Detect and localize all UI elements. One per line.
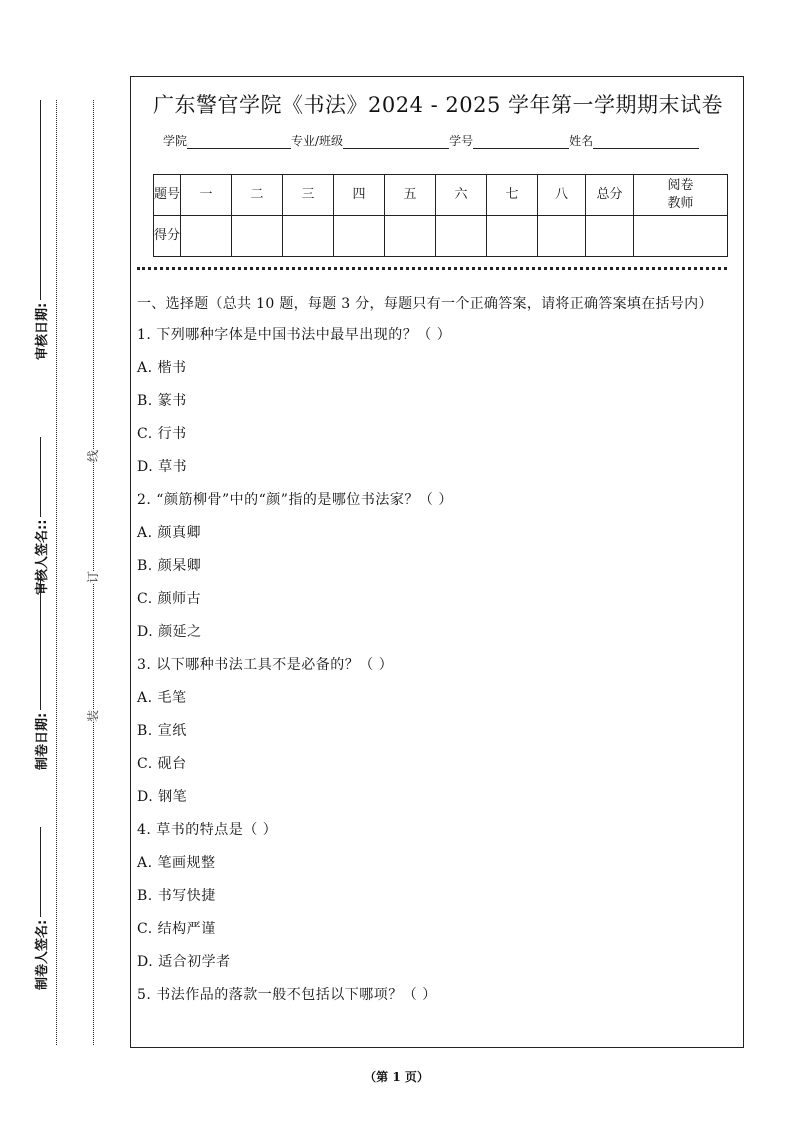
question-content bbox=[137, 292, 737, 1016]
col-header-1: 一 bbox=[181, 175, 232, 216]
score-cell[interactable] bbox=[181, 216, 232, 257]
maker-name-field bbox=[31, 827, 50, 990]
score-cell-grader[interactable] bbox=[634, 216, 728, 257]
field-label-college: 学院 bbox=[163, 134, 188, 148]
student-info-row bbox=[163, 132, 699, 149]
col-header-5: 五 bbox=[385, 175, 436, 216]
col-header-grader: 阅卷教师 bbox=[634, 175, 728, 216]
field-label-major-class: 专业/班级 bbox=[291, 134, 344, 148]
exam-frame bbox=[130, 76, 744, 1048]
col-header-2: 二 bbox=[232, 175, 283, 216]
row-header-score: 得分 bbox=[154, 216, 181, 257]
score-cell[interactable] bbox=[334, 216, 385, 257]
maker-date-blank[interactable] bbox=[40, 570, 41, 710]
major-class-blank[interactable] bbox=[343, 134, 449, 149]
question-option: A. 颜真卿 bbox=[137, 525, 202, 541]
col-header-7: 七 bbox=[487, 175, 538, 216]
binding-dotted-line-outer bbox=[56, 100, 57, 1045]
question-option: D. 钢笔 bbox=[137, 789, 188, 805]
question-option: C. 行书 bbox=[137, 426, 187, 442]
col-header-4: 四 bbox=[334, 175, 385, 216]
score-table-header-row bbox=[154, 175, 728, 216]
question-option: A. 毛笔 bbox=[137, 690, 187, 706]
score-cell[interactable] bbox=[283, 216, 334, 257]
section-heading: 一、选择题（总共 10 题，每题 3 分，每题只有一个正确答案，请将正确答案填在括号内） bbox=[137, 296, 713, 312]
question-option: D. 颜延之 bbox=[137, 624, 202, 640]
score-cell[interactable] bbox=[436, 216, 487, 257]
score-table-score-row bbox=[154, 216, 728, 257]
reviewer-date-blank[interactable] bbox=[40, 100, 41, 300]
score-cell[interactable] bbox=[538, 216, 586, 257]
question-stem: 2. “颜筋柳骨”中的“颜”指的是哪位书法家？（ ） bbox=[137, 492, 453, 508]
maker-date-field bbox=[31, 570, 50, 770]
reviewer-name-blank[interactable] bbox=[40, 437, 41, 517]
binding-mark-ding: 订 bbox=[86, 570, 101, 584]
col-header-6: 六 bbox=[436, 175, 487, 216]
section-divider bbox=[137, 267, 727, 270]
question-option: A. 楷书 bbox=[137, 360, 187, 376]
maker-name-label: 制卷人签名: bbox=[35, 919, 50, 990]
question-stem: 4. 草书的特点是（ ） bbox=[137, 822, 278, 838]
question-option: A. 笔画规整 bbox=[137, 855, 216, 871]
question-option: D. 草书 bbox=[137, 459, 188, 475]
maker-date-label: 制卷日期: bbox=[35, 712, 50, 770]
field-label-name: 姓名 bbox=[569, 134, 594, 148]
question-option: B. 宣纸 bbox=[137, 723, 187, 739]
question-option: C. 结构严谨 bbox=[137, 921, 216, 937]
question-stem: 1. 下列哪种字体是中国书法中最早出现的？（ ） bbox=[137, 327, 452, 343]
col-header-8: 八 bbox=[538, 175, 586, 216]
college-blank[interactable] bbox=[187, 134, 291, 149]
question-option: B. 书写快捷 bbox=[137, 888, 216, 904]
question-stem: 5. 书法作品的落款一般不包括以下哪项？（ ） bbox=[137, 987, 437, 1003]
question-stem: 3. 以下哪种书法工具不是必备的？（ ） bbox=[137, 657, 394, 673]
reviewer-date-field bbox=[31, 100, 50, 360]
score-cell[interactable] bbox=[385, 216, 436, 257]
page-number: （第 1 页） bbox=[364, 1070, 429, 1084]
score-cell[interactable] bbox=[232, 216, 283, 257]
score-cell[interactable] bbox=[487, 216, 538, 257]
question-option: C. 颜师古 bbox=[137, 591, 202, 607]
field-label-student-id: 学号 bbox=[449, 134, 474, 148]
col-header-total: 总分 bbox=[586, 175, 634, 216]
score-cell-total[interactable] bbox=[586, 216, 634, 257]
row-header-question-no: 题号 bbox=[154, 175, 181, 216]
exam-title: 广东警官学院《书法》2024 - 2025 学年第一学期期末试卷 bbox=[152, 93, 723, 117]
question-option: D. 适合初学者 bbox=[137, 954, 231, 970]
reviewer-date-label: 审核日期: bbox=[35, 302, 50, 360]
maker-name-blank[interactable] bbox=[40, 827, 41, 917]
student-id-blank[interactable] bbox=[473, 134, 569, 149]
reviewer-name-label: 审核人签名:: bbox=[35, 519, 50, 595]
name-blank[interactable] bbox=[593, 134, 699, 149]
score-table bbox=[153, 174, 728, 257]
binding-mark-zhuang: 装 bbox=[86, 709, 101, 723]
question-option: B. 颜杲卿 bbox=[137, 558, 202, 574]
question-option: B. 篆书 bbox=[137, 393, 187, 409]
binding-mark-xian: 线 bbox=[86, 449, 101, 463]
question-option: C. 砚台 bbox=[137, 756, 187, 772]
col-header-3: 三 bbox=[283, 175, 334, 216]
